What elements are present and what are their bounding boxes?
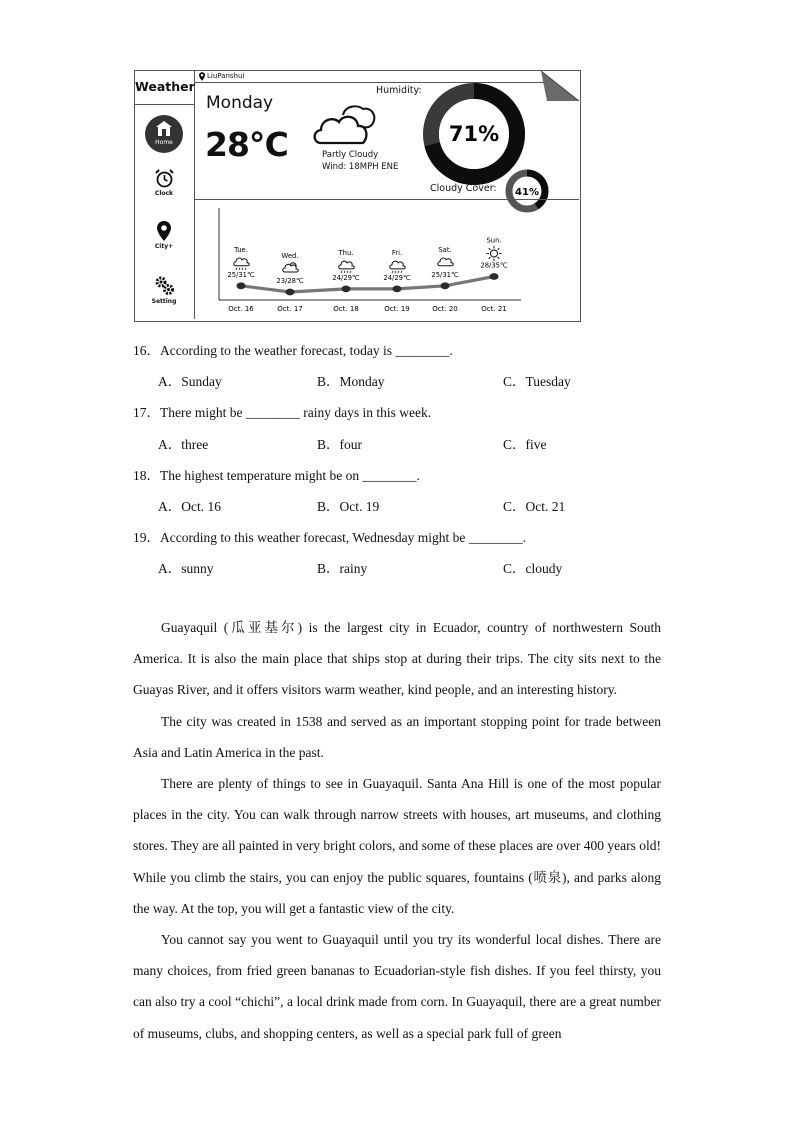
reading-passage [133, 612, 661, 1049]
x-tick-label: Oct. 17 [277, 305, 303, 313]
option-16a[interactable]: A．Sunday [158, 374, 222, 389]
nav-home-label: Home [155, 139, 173, 146]
forecast-chart [195, 200, 579, 320]
app-title: Weather [135, 71, 194, 105]
day-label: Wed. [281, 252, 299, 260]
gears-icon [155, 276, 175, 296]
temp-range-label: 24/29℃ [383, 273, 411, 282]
nav-city[interactable] [147, 221, 181, 255]
temp-range-label: 25/31℃ [431, 270, 459, 279]
day-label: Tue. [234, 245, 248, 254]
alarm-clock-icon [155, 169, 174, 188]
location-pin-icon [157, 221, 171, 241]
question-17: 17．There might be ________ rainy days in this week. [133, 405, 432, 420]
x-tick-label: Oct. 20 [432, 305, 458, 313]
location-pin-icon [199, 72, 205, 81]
option-17b[interactable]: B．four [317, 437, 362, 452]
location-name: LiuPanshui [207, 72, 245, 80]
option-16c[interactable]: C．Tuesday [503, 374, 571, 389]
cloud-cover-label: Cloudy Cover: [430, 183, 497, 194]
sun-icon [487, 246, 502, 261]
page-curl-icon [541, 71, 579, 101]
condition-text: Partly Cloudy [322, 150, 379, 160]
partly-cloudy-icon [313, 101, 377, 147]
day-label: Thu. [338, 248, 354, 257]
temp-range-label: 23/28℃ [276, 277, 304, 285]
question-19: 19．According to this weather forecast, Wednesday might be ________. [133, 530, 527, 545]
option-16b[interactable]: B．Monday [317, 374, 385, 389]
wind-text: Wind: 18MPH ENE [322, 162, 399, 172]
data-point [286, 289, 295, 296]
cloud-cover-value: 41% [515, 187, 539, 198]
nav-setting-label: Setting [151, 298, 177, 305]
current-temperature: 28℃ [205, 125, 288, 164]
rain-cloud-icon [234, 258, 250, 270]
option-18b[interactable]: B．Oct. 19 [317, 499, 380, 514]
option-18a[interactable]: A．Oct. 16 [158, 499, 221, 514]
data-point [441, 282, 450, 289]
temp-range-label: 28/35℃ [480, 261, 508, 270]
option-19b[interactable]: B．rainy [317, 561, 368, 576]
rain-cloud-icon [390, 261, 406, 273]
paragraph-1: Guayaquil (瓜亚基尔) is the largest city in Ecuador, country of northwestern South America. It is also the main place that ships stop at during their trips. The city sits next to the Guayas River, and it offers visitors warm weather, kind people, and an interesting history. [133, 620, 661, 698]
day-label: Fri. [391, 248, 403, 257]
temp-range-label: 24/29℃ [332, 273, 360, 282]
x-tick-label: Oct. 16 [228, 305, 254, 313]
paragraph-2: The city was created in 1538 and served as an important stopping point for trade between Asia and Latin America in the past. [133, 713, 661, 760]
nav-clock-label: Clock [154, 190, 174, 197]
option-19a[interactable]: A．sunny [158, 561, 214, 576]
day-label: Sun. [486, 236, 502, 245]
x-tick-label: Oct. 19 [384, 305, 410, 313]
nav-setting[interactable] [147, 276, 181, 310]
data-point [393, 286, 402, 293]
temp-range-label: 25/31℃ [227, 270, 255, 279]
cloud-icon [438, 258, 454, 266]
sidebar [135, 71, 195, 319]
humidity-label: Humidity: [376, 85, 422, 96]
option-18c[interactable]: C．Oct. 21 [503, 499, 566, 514]
question-16: 16．According to the weather forecast, today is ________. [133, 343, 453, 358]
data-point [490, 273, 499, 280]
data-point [342, 286, 351, 293]
humidity-value: 71% [448, 122, 500, 146]
option-19c[interactable]: C．cloudy [503, 561, 563, 576]
nav-city-label: City+ [154, 243, 174, 250]
paragraph-4: You cannot say you went to Guayaquil until you try its wonderful local dishes. There are many choices, from fried green bananas to Ecuadorian-style fish dishes. If you feel thirsty, you can also try a cool “chichi”, a local drink made from corn. In Guayaquil, there are a great number of museums, clubs, and shopping centers, as well as a special park full of green [133, 932, 661, 1041]
paragraph-3: There are plenty of things to see in Guayaquil. Santa Ana Hill is one of the most popular places in the city. You can walk through narrow streets with houses, art museums, and clothing stores. They are all painted in very bright colors, and some of these places are over 400 years old! While you climb the stairs, you can enjoy the public squares, fountains (喷泉), and parks along the way. At the top, you will get a fantastic view of the city. [133, 776, 661, 916]
partly-cloudy-icon [283, 263, 299, 272]
option-17c[interactable]: C．five [503, 437, 547, 452]
home-icon [156, 121, 172, 136]
nav-clock[interactable] [147, 169, 181, 203]
x-tick-label: Oct. 18 [333, 305, 359, 313]
option-17a[interactable]: A．three [158, 437, 209, 452]
x-tick-label: Oct. 21 [481, 305, 507, 313]
rain-cloud-icon [339, 261, 355, 273]
question-18: 18．The highest temperature might be on ________. [133, 468, 420, 483]
weather-widget [134, 70, 581, 322]
day-label: Sat. [438, 245, 452, 254]
data-point [237, 282, 246, 289]
nav-home[interactable] [145, 115, 183, 153]
current-day: Monday [206, 93, 274, 113]
